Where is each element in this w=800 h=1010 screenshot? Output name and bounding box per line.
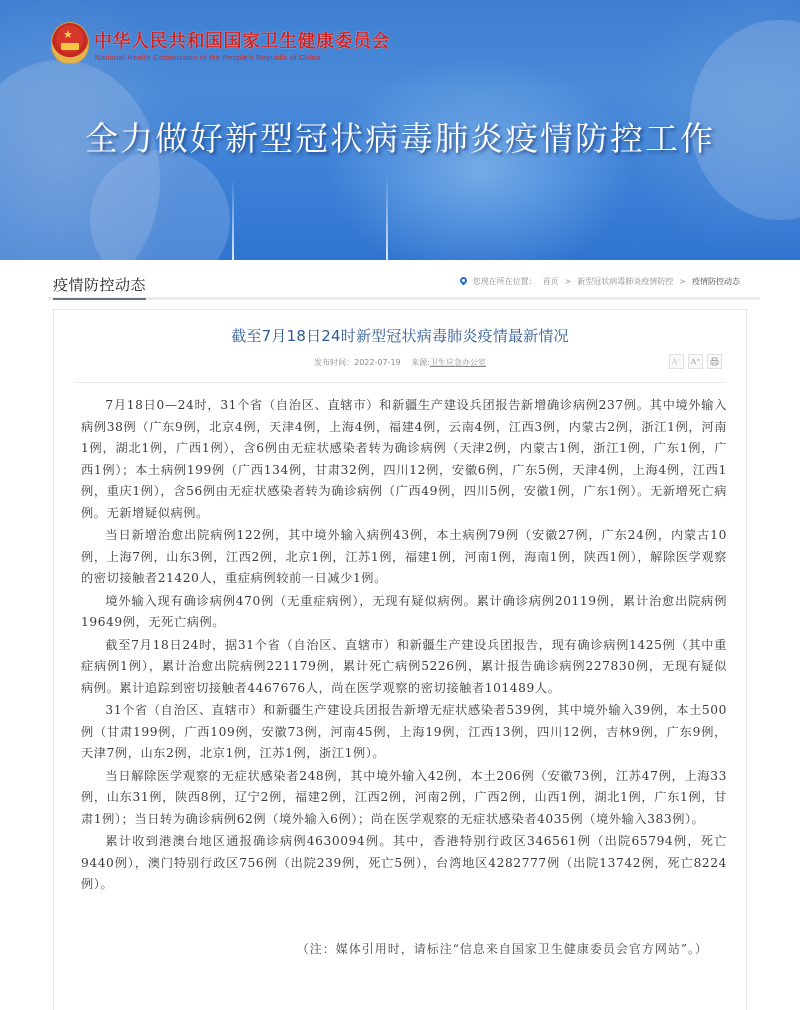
location-pin-icon [460, 277, 467, 286]
section-header [48, 262, 760, 300]
section-title: 疫情防控动态 [53, 274, 146, 300]
article-body [81, 395, 727, 897]
media-citation-note: （注：媒体引用时，请标注“信息来自国家卫生健康委员会官方网站”。） [296, 942, 708, 956]
article-meta [54, 357, 746, 368]
paragraph-recoveries: 当日新增治愈出院病例122例，其中境外输入病例43例，本土病例79例（安徽27例，广东24例，内蒙古10例，上海7例，山东3例，江西2例，北京1例，江苏1例，福建1例，河南1例，海南1例，陕西1例），解除医学观察的密切接触者21420人，重症病例较前一日减少1例。 [81, 528, 727, 585]
heartbeat-line [386, 175, 388, 260]
heartbeat-line [232, 178, 234, 260]
article-tools [669, 354, 722, 369]
paragraph-hk-macao-taiwan: 累计收到港澳台地区通报确诊病例4630094例。其中，香港特别行政区346561例（出院65794例，死亡9440例），澳门特别行政区756例（出院239例，死亡5例），台湾地区4282777例（出院13742例，死亡8224例）。 [81, 834, 727, 891]
org-name-cn[interactable]: 中华人民共和国国家卫生健康委员会 [94, 31, 390, 52]
header-banner [0, 0, 800, 260]
paragraph-asymptomatic: 31个省（自治区、直辖市）和新疆生产建设兵团报告新增无症状感染者539例，其中境外输入39例，本土500例（甘肃199例，广西109例，安徽73例，河南45例，上海19例，江西13例，四川12例，吉林9例，广东9例，天津7例，山东2例，北京1例，江苏1例，浙江1例）。 [81, 703, 727, 760]
source-value: 卫生应急办公室 [429, 358, 486, 367]
breadcrumb-current[interactable]: 疫情防控动态 [692, 277, 740, 286]
breadcrumb-separator: > [679, 277, 686, 286]
print-button[interactable] [707, 354, 722, 369]
breadcrumb-home[interactable]: 首页 [542, 277, 559, 286]
paragraph-new-cases: 7月18日0—24时，31个省（自治区、直辖市）和新疆生产建设兵团报告新增确诊病例237例。其中境外输入病例38例（广东9例，北京4例，天津4例，上海4例，福建4例，云南4例，江西3例，内蒙古2例，浙江1例，河南1例，湖北1例，广西1例），含6例由无症状感染者转为确诊病例（天津2例，内蒙古1例，浙江1例，广东1例，广西1例）；本土病例199例（广西134例，甘肃32例，四川12例，安徽6例，广东5例，天津4例，上海4例，江西1例，重庆1例），含56例由无症状感染者转为确诊病例（广西49例，四川5例，安徽1例，广东1例）。无新增死亡病例。无新增疑似病例。 [81, 398, 727, 520]
article-title: 截至7月18日24时新型冠状病毒肺炎疫情最新情况 [231, 327, 569, 345]
breadcrumb-separator: > [564, 277, 572, 286]
font-smaller-button[interactable]: A⁻ [669, 354, 684, 369]
paragraph-cumulative: 截至7月18日24时，据31个省（自治区、直辖市）和新疆生产建设兵团报告，现有确诊病例1425例（其中重症病例1例），累计治愈出院病例221179例，累计死亡病例5226例，累计报告确诊病例227830例，无现有疑似病例。累计追踪到密切接触者4467676人，尚在医学观察的密切接触者101489人。 [81, 637, 727, 695]
print-icon [710, 357, 719, 366]
breadcrumb-prefix: 您现在所在位置： [472, 277, 537, 286]
breadcrumb-covid-prevention[interactable]: 新型冠状病毒肺炎疫情防控 [577, 277, 674, 286]
org-name-en: National Health Commission of the People's Republic of China [95, 53, 321, 62]
publish-label: 发布时间：2022-07-19 [314, 358, 401, 367]
font-larger-button[interactable]: A⁺ [688, 354, 703, 369]
source-label: 来源:卫生应急办公室 [411, 358, 486, 367]
publish-date: 2022-07-19 [354, 358, 401, 367]
paragraph-asymptomatic-released: 当日解除医学观察的无症状感染者248例，其中境外输入42例，本土206例（安徽73例，江苏47例，上海33例，山东31例，陕西8例，辽宁2例，福建2例，江西2例，河南2例，广西2例，山西1例，湖北1例，广东1例，甘肃1例）；当日转为确诊病例62例（境外输入6例）；尚在医学观察的无症状感染者4035例（境外输入383例）。 [81, 768, 727, 826]
article-container [53, 309, 747, 1010]
paragraph-imported: 境外输入现有确诊病例470例（无重症病例），无现有疑似病例。累计确诊病例20119例，累计治愈出院病例19649例，无死亡病例。 [81, 593, 727, 629]
breadcrumb [460, 276, 740, 287]
banner-slogan: 全力做好新型冠状病毒肺炎疫情防控工作 [85, 119, 715, 158]
divider [74, 382, 726, 383]
national-emblem-icon[interactable]: ★ [52, 23, 88, 63]
